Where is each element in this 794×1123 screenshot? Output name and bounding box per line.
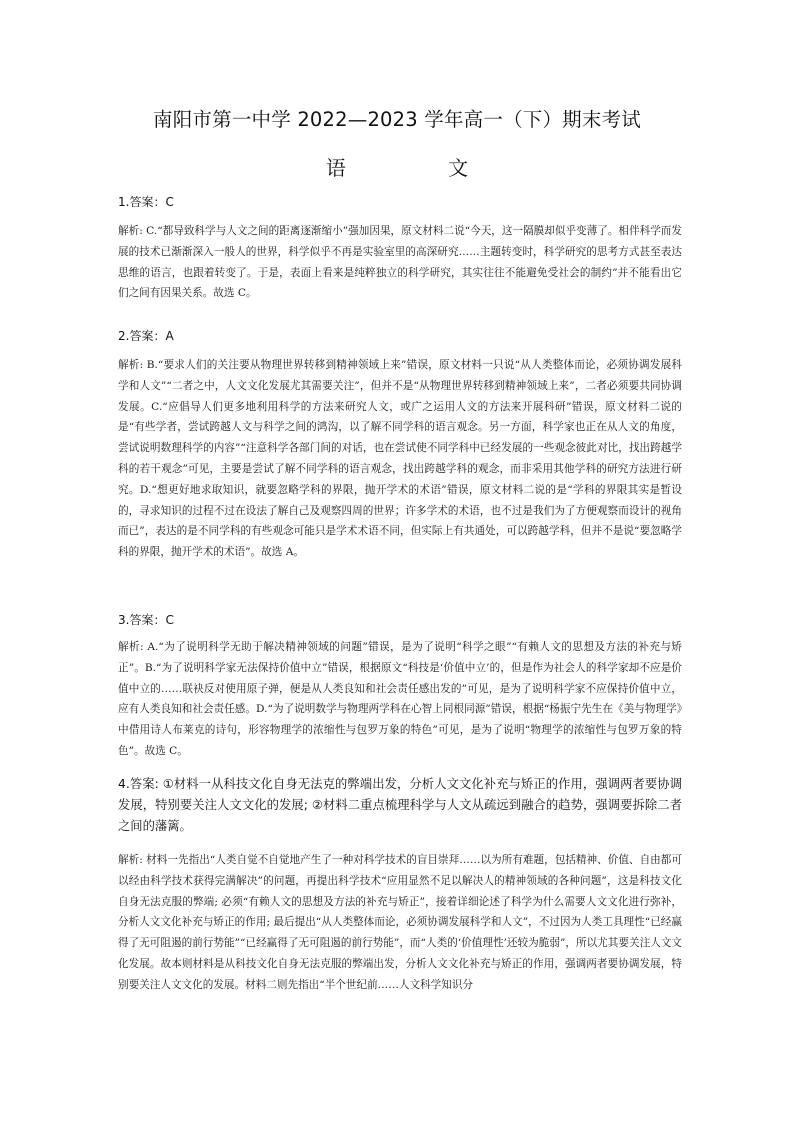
analysis-4: 解析: 材料一先指出“人类自觉不自觉地产生了一种对科学技术的盲目崇拜……以为所有难题，包括精神、价值、自由都可以经由科学技术获得完满解决”的问题，再提出科学技术“应用显然不足以解决人的精神领域的各种问题”，这是科技文化自身无法克服的弊端; 必须“有赖人文的思想及方法的补充与矫正”，接着详细论述了科学为什么需要人文文化进行弥补，分析人文文化补充与矫正的作用; 最后提出“从人类整体而论，必须协调发展科学和人文”，不过因为人类工具理性“已经赢得了无可阻遏的前行势能”“已经赢得了无可阻遏的前行势能”，而“人类的‘价值理性’还较为脆弱”，所以尤其要关注人文文化发展。故本则材料是从科技文化自身无法克服的弊端出发，分析人文文化补充与矫正的作用，强调两者要协调发展，特别要关注人文文化的发展。材料二则先指出“半个世纪前……人文科学知识分 <box>118 854 682 991</box>
answer-4: 4.答案: ①材料一从科技文化自身无法克的弊端出发，分析人文文化补充与矫正的作用，强调两者要协调发展，特别要关注人文文化的发展; ②材料二重点梳理科学与人文从疏远到融合的趋势，强调要拆除二者之间的藩篱。 <box>118 777 682 833</box>
subject-title: 语 文 <box>325 156 517 180</box>
answer-1: 1.答案：C <box>118 195 174 209</box>
answer-3: 3.答案：C <box>118 613 174 627</box>
analysis-3: 解析: A.“为了说明科学无助于解决精神领域的问题”错误，是为了说明“科学之眼”“有赖人文的思想及方法的补充与矫正”。B.“为了说明科学家无法保持价值中立”错误，根据原文“科技是‘价值中立’的，但是作为社会人的科学家却不应是价值中立的……联袂反对使用原子弹，便是从人类良知和社会责任感出发的”可见，是为了说明科学家不应保持价值中立，应有人类良知和社会责任感。D.“为了说明数学与物理两学科在心智上同根同源”错误，根据“杨振宁先生在《美与物理学》中借用诗人布莱克的诗句，形容物理学的浓缩性与包罗万象的特色”可见，是为了说明“物理学的浓缩性与包罗万象的特色”。故选 C。 <box>118 641 682 757</box>
answer-2: 2.答案：A <box>118 329 174 343</box>
analysis-1: 解析: C.“都导致科学与人文之间的距离逐渐缩小”强加因果，原文材料二说“今天，这一隔膜却似乎变薄了。相伴科学而发展的技术已渐渐深入一般人的世界，科学似乎不再是实验室里的高深研究……主题转变时，科学研究的思考方式甚至表达思维的语言，也跟着转变了。于是，表面上看来是纯粹独立的科学研究，其实往往不能避免受社会的制约”并不能看出它们之间有因果关系。故选 C。 <box>118 225 682 300</box>
exam-title: 南阳市第一中学 2022—2023 学年高一（下）期末考试 <box>153 108 641 131</box>
analysis-2: 解析: B.“要求人们的关注要从物理世界转移到精神领域上来”错误，原文材料一只说“从人类整体而论，必须协调发展科学和人文”“二者之中，人文文化发展尤其需要关注”，但并不是“从物理世界转移到精神领域上来”，二者必须要共同协调发展。C.“应倡导人们更多地利用科学的方法来研究人文，或广之运用人文的方法来开展科研”错误，原文材料二说的是“有些学者，尝试跨越人文与科学之间的鸿沟，以了解不同学科的语言观念。另一方面，科学家也正在从人文的角度，尝试说明数理科学的内容”“注意科学各部门间的对话，也在尝试使不同学科中已经发展的一些观念彼此对比，找出跨越学科的若干观念”可见，主要是尝试了解不同学科的语言观念，找出跨越学科的观念，而非采用其他学科的研究方法进行研究。D.“想更好地求取知识，就要忽略学科的界限，抛开学术的术语”错误，原文材料二说的是“学科的界限其实是暂设的，寻求知识的过程不过在设法了解自己及观察四周的世界；许多学术的术语，也不过是我们为了方便观察而设计的视角而已”，表达的是不同学科的有些观念可能只是学术术语不同，但实际上有共通处，可以跨越学科，但并不是说“要忽略学科的界限，抛开学术的术语”。故选 A。 <box>118 359 682 559</box>
